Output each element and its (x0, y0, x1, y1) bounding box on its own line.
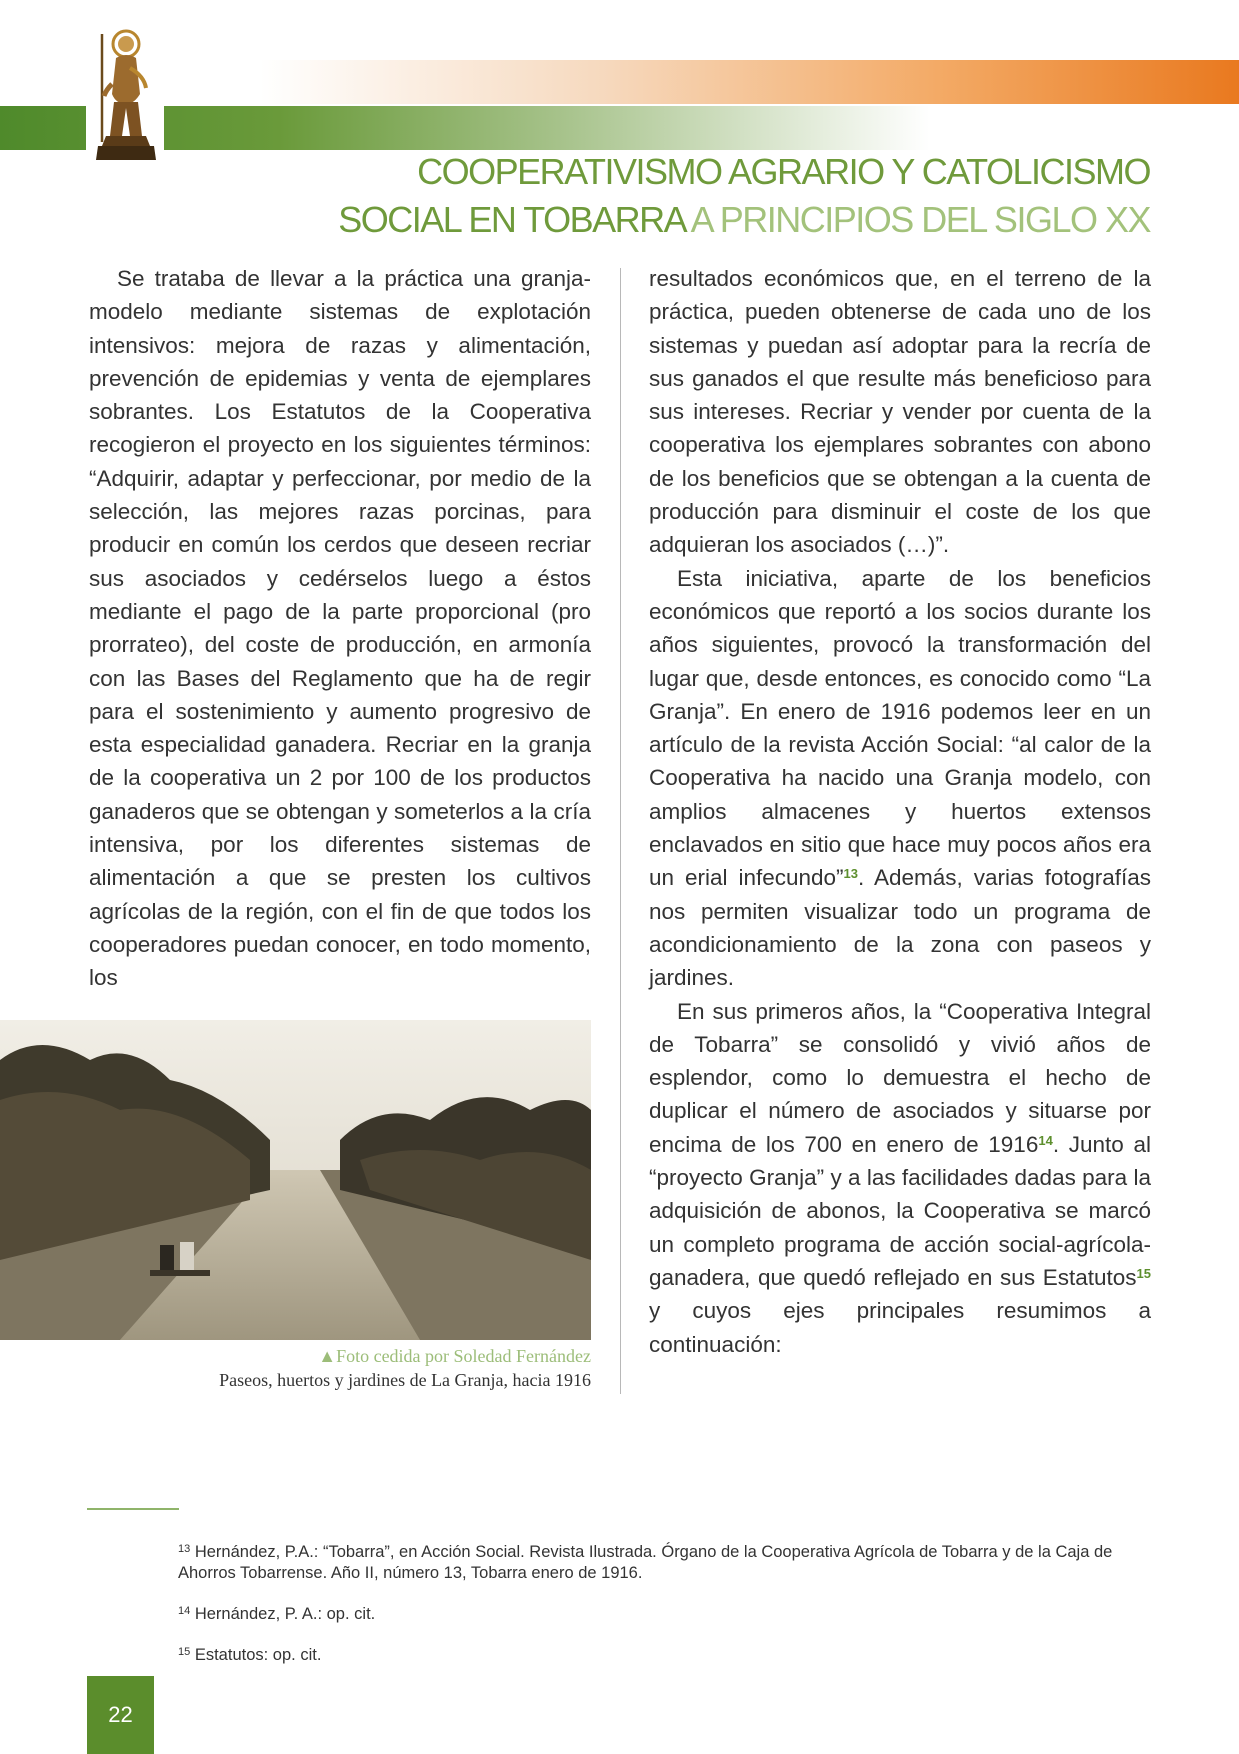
paragraph-text: . Además, varias fotografías nos permiten visualizar todo un programa de acondicionamiento de la zona con paseos y jardines. (649, 865, 1151, 991)
column-divider (620, 268, 621, 1394)
footnote-rule (87, 1508, 179, 1510)
footnote-ref[interactable]: 13 (843, 866, 858, 882)
page-title (338, 148, 1150, 244)
paragraph-text: y cuyos ejes principales resumimos a continuación: (649, 1298, 1151, 1357)
paragraph (649, 995, 1151, 1361)
footnote (178, 1645, 1152, 1666)
paragraph-text: . Junto al “proyecto Granja” y a las facilidades dadas para la adquisición de abonos, la Cooperativa se marcó un completo programa de acción social-agrícola-ganadera, que quedó reflejado en sus Estatutos (649, 1131, 1151, 1290)
footnote (178, 1542, 1152, 1584)
footnotes (178, 1542, 1152, 1686)
footnote-number: 14 (178, 1605, 191, 1617)
paragraph-text: Esta iniciativa, aparte de los beneficios económicos que reportó a los socios durante los años siguientes, provocó la transformación del lugar que, desde entonces, es conocido como “La Granja”. En enero de 1916 podemos leer en un artículo de la revista Acción Social: “al calor de la Cooperativa ha nacido una Granja modelo, con amplios almacenes y huertos extensos enclavados en sitio que hace muy pocos años era un erial infecundo” (649, 565, 1151, 891)
photo-credit (219, 1344, 591, 1368)
footnote-number: 13 (178, 1543, 191, 1555)
photo-credit-text: Foto cedida por Soledad Fernández (336, 1346, 591, 1366)
photo-description: Paseos, huertos y jardines de La Granja, hacia 1916 (219, 1370, 591, 1390)
paragraph: resultados económicos que, en el terreno de la práctica, pueden obtenerse de cada uno de los sistemas y puedan así adoptar para la recría de sus ganados el que resulte más beneficioso para sus intereses. Recriar y vender por cuenta de la cooperativa los ejemplares sobrantes con abono de los beneficios que se obtengan a la cuenta de producción para disminuir el coste de los que adquieran los asociados (…)”. (649, 266, 1151, 558)
saint-statue-icon (86, 24, 164, 160)
footnote (178, 1604, 1152, 1625)
footnote-text: Hernández, P.A.: “Tobarra”, en Acción Social. Revista Ilustrada. Órgano de la Cooperativa Agrícola de Tobarra y de la Caja de Ahorros Tobarrense. Año II, número 13, Tobarra enero de 1916. (178, 1543, 1113, 1582)
right-column (649, 262, 1151, 1361)
left-column (89, 262, 591, 995)
page-number: 22 (87, 1676, 154, 1754)
paragraph (649, 562, 1151, 995)
footnote-ref[interactable]: 14 (1038, 1132, 1053, 1148)
title-line-1: COOPERATIVISMO AGRARIO Y CATOLICISMO (417, 151, 1150, 192)
logo (86, 24, 164, 160)
title-line-2-accent: A PRINCIPIOS DEL SIGLO XX (690, 199, 1150, 240)
paragraph-text: En sus primeros años, la “Cooperativa Integral de Tobarra” se consolidó y vivió años de esplendor, como lo demuestra el hecho de duplicar el número de asociados y situarse por encima de los 700 en enero de 1916 (649, 998, 1151, 1157)
header-orange-bar (260, 60, 1239, 104)
title-line-2-main: SOCIAL EN TOBARRA (338, 199, 685, 240)
footnote-text: Estatutos: op. cit. (194, 1646, 322, 1664)
photo-caption (219, 1344, 591, 1392)
footnote-text: Hernández, P. A.: op. cit. (194, 1605, 376, 1623)
title-line-2 (338, 196, 1150, 244)
footnote-ref[interactable]: 15 (1136, 1265, 1151, 1281)
farm-photo (0, 1020, 591, 1340)
footnote-number: 15 (178, 1646, 191, 1658)
paragraph: Se trataba de llevar a la práctica una granja-modelo mediante sistemas de explotación intensivos: mejora de razas y alimentación, prevención de epidemias y venta de ejemplares sobrantes. Los Estatutos de la Cooperativa recogieron el proyecto en los siguientes términos: “Adquirir, adaptar y perfeccionar, por medio de la selección, las mejores razas porcinas, para producir en común los cerdos que deseen recriar sus asociados y cedérselos luego a éstos mediante el pago de la parte proporcional (pro prorrateo), del coste de producción, en armonía con las Bases del Reglamento que ha de regir para el sostenimiento y aumento progresivo de esta especialidad ganadera. Recriar en la granja de la cooperativa un 2 por 100 de los productos ganaderos que se obtengan y someterlos a la cría intensiva, por los diferentes sistemas de alimentación a que se presten los cultivos agrícolas de la región, con el fin de que todos los cooperadores puedan conocer, en todo momento, los (89, 266, 591, 991)
triangle-up-icon: ▲ (318, 1346, 337, 1366)
